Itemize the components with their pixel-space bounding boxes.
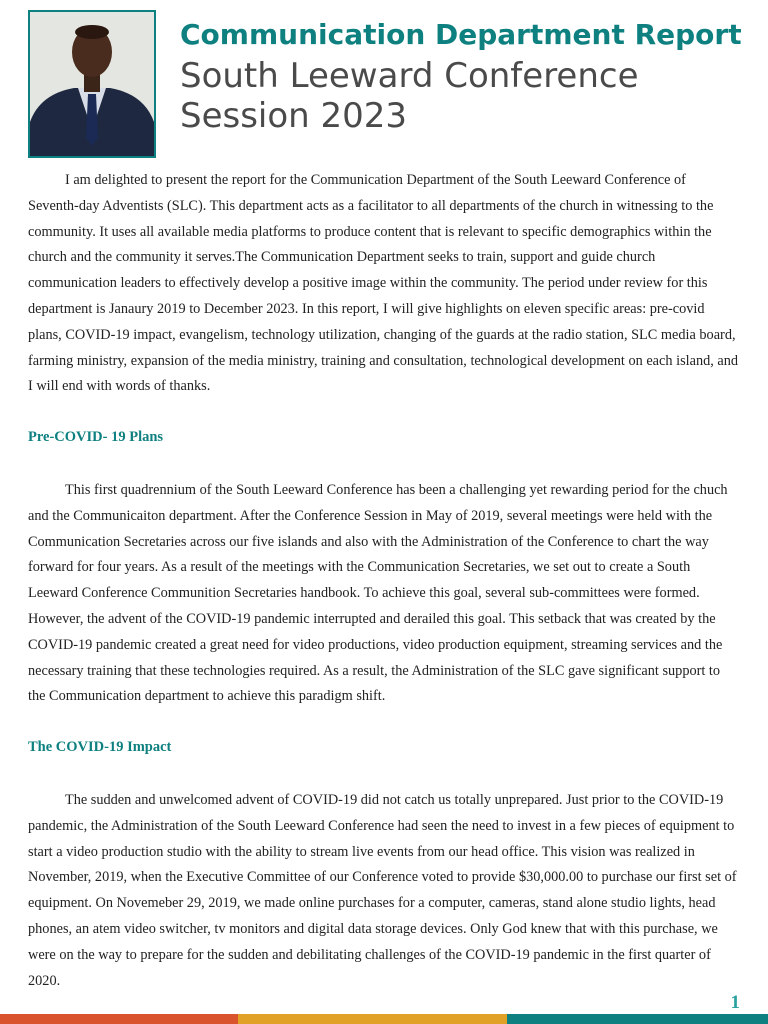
covid-impact-heading: The COVID-19 Impact [28,739,172,755]
report-subtitle-line-2: Session 2023 [180,96,408,136]
footer-color-bar [0,1014,768,1024]
covid-impact-paragraph: The sudden and unwelcomed advent of COVID-19 did not catch us totally unprepared. Just prior to the COVID-19 pandemic, the Administration of the South Leeward Conference had seen the need to invest in a few pieces of equipment to start a video production studio with the ability to stream live events from our head office. This vision was realized in November, 2019, when the Executive Committee of our Conference voted to provide $30,000.00 to purchase our first set of equipment. On Novemeber 29, 2019, we made online purchases for a computer, cameras, stand alone studio lights, head phones, an atem video switcher, tv monitors and digital data storage devices. Only God knew that with this purchase, we were on the way to prepare for the sudden and debilitating challenges of the COVID-19 pandemic in the first quarter of 2020. [28,792,737,989]
page-number: 1 [730,992,740,1013]
portrait-photo-icon [30,12,154,156]
report-title: Communication Department Report [180,18,742,51]
author-portrait-photo [28,10,156,158]
report-title-block [180,14,750,136]
footer-bar-teal [507,1014,768,1024]
footer-bar-orange [0,1014,238,1024]
pre-covid-paragraph: This first quadrennium of the South Leeward Conference has been a challenging yet rewarding period for the chuch and the Communicaiton department. After the Conference Session in May of 2019, several meetings were held with the Communication Secretaries across our five islands and also with the Administration of the Conference to chart the way forward for four years. As a result of the meetings with the Communication Secretaries, we set out to create a South Leeward Conference Communition Secretaries handbook. To achieve this goal, several sub-committees were formed. However, the advent of the COVID-19 pandemic interrupted and derailed this goal. This setback that was created by the COVID-19 pandemic created a great need for video productions, video production equipment, streaming services and the necessary training that these technologies required. As a result, the Administration of the SLC gave significant support to the Communication department to achieve this paradigm shift. [28,482,728,705]
intro-paragraph: I am delighted to present the report for the Communication Department of the South Leeward Conference of Seventh-day Adventists (SLC). This department acts as a facilitator to all departments of the church in witnessing to the community. It uses all available media platforms to produce content that is relevant to specific demographics within the church and the community it serves.The Communication Department seeks to train, support and guide church communication leaders to effectively develop a positive image within the community. The period under review for this department is Janaury 2019 to December 2023. In this report, I will give highlights on eleven specific areas: pre-covid plans, COVID-19 impact, evangelism, technology utilization, changing of the guards at the radio station, SLC media board, farming ministry, expansion of the media ministry, training and consultation, technological development on each island, and I will end with words of thanks. [28,172,739,395]
pre-covid-heading: Pre-COVID- 19 Plans [28,429,164,445]
footer-bar-yellow [238,1014,507,1024]
report-subtitle-line-1: South Leeward Conference [180,56,639,96]
